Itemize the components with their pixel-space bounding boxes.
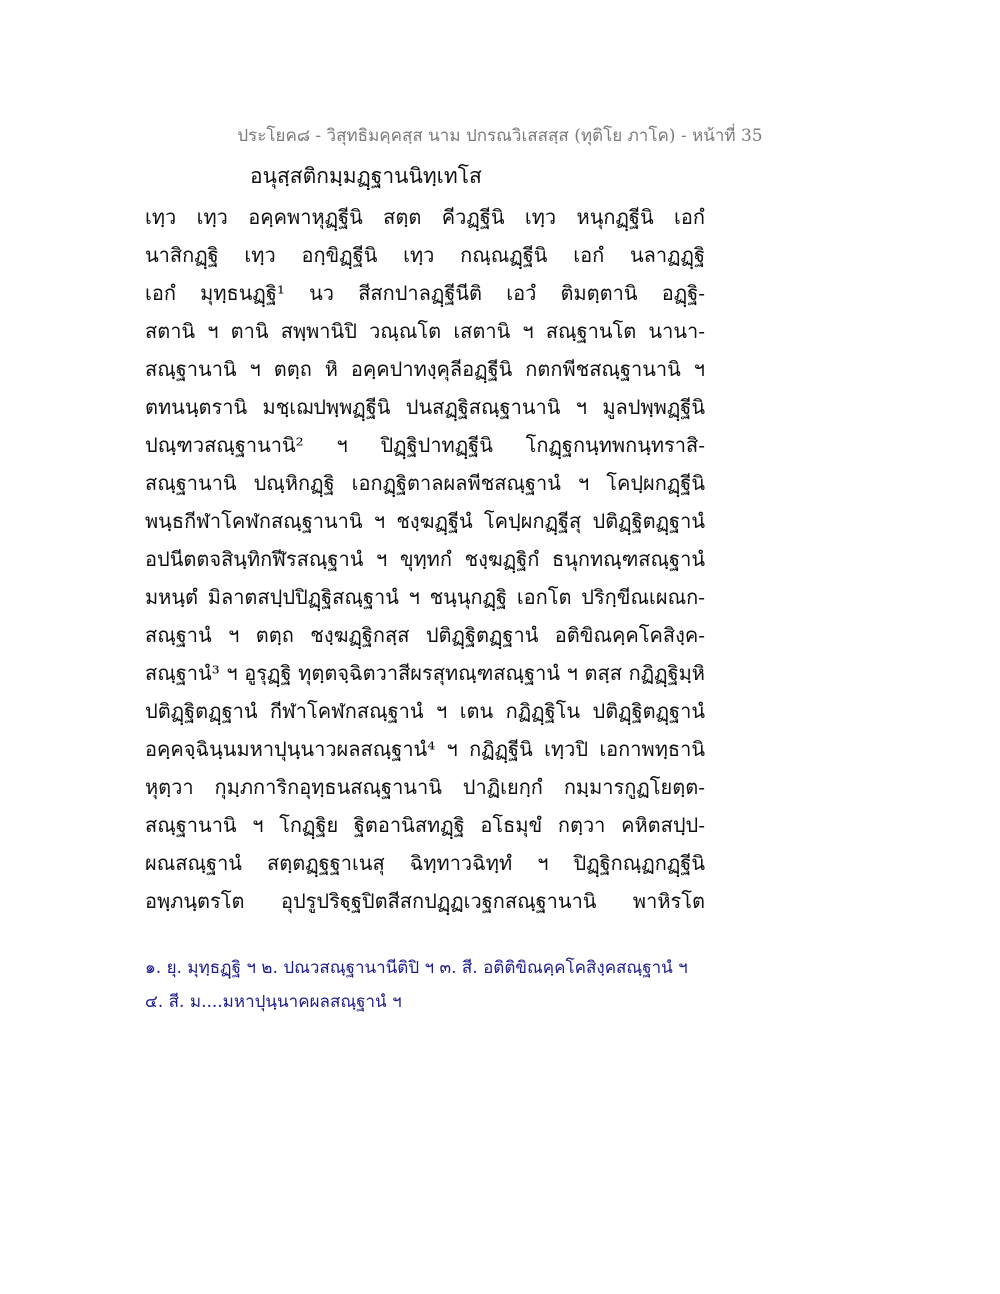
body-line: สณฺฐานานิ ฯ ตตฺถ หิ อคฺคปาทงฺคุลีอฏฺฐีนิ กตกพีชสณฺฐานานิ ฯ <box>145 357 705 381</box>
body-line: ปณฺฑวสณฺฐานานิ² ฯ ปิฏฺฐิปาทฏฺฐีนิ โกฏฺฐกนฺทพกนฺทราสิ- <box>145 433 705 457</box>
body-line: เอกํ มุทฺธนฏฺฐิ¹ นว สีสกปาลฏฺฐีนีติ เอวํ ติมตฺตานิ อฏฺฐิ- <box>145 281 705 305</box>
body-line: มหนฺตํ มิลาตสปฺปปิฏฺฐิสณฺฐานํ ฯ ชนฺนุกฏฺฐิ เอกโต ปริกฺขีณเผณก- <box>145 585 705 609</box>
body-line: สณฺฐานํ³ ฯ อูรุฏฺฐิ ทุตฺตจฺฉิตวาสีผรสุทณฺฑสณฺฐานํ ฯ ตสฺส กฏิฏฺฐิมฺหิ <box>145 661 705 685</box>
body-line: อคฺคจฺฉินฺนมหาปุนฺนาวผลสณฺฐานํ⁴ ฯ กฏิฏฺฐีนิ เทฺวปิ เอกาพทฺธานิ <box>145 737 705 761</box>
running-header: ประโยค๘ - วิสุทธิมคฺคสฺส นาม ปกรณวิเสสสฺส (ทุติโย ภาโค) - หน้าที่ 35 <box>237 126 763 146</box>
body-line: นาสิกฏฺฐิ เทฺว อกฺขิฏฺฐีนิ เทฺว กณฺณฏฺฐีนิ เอกํ นลาฏฏฺฐิ <box>145 243 705 267</box>
section-title: อนุสฺสติกมฺมฏฺฐานนิทฺเทโส <box>250 164 482 188</box>
body-line: อปนีตตจสินฺทิกฬีรสณฺฐานํ ฯ ขุทฺทกํ ชงฺฆฏฺฐิกํ ธนุกทณฺฑสณฺฐานํ <box>145 547 705 571</box>
footnote-line: ๑. ยุ. มุทฺธฏฺฐิ ฯ ๒. ปณวสณฺฐานานีติปิ ฯ ๓. สี. อติติขิณคฺคโคสิงฺคสณฺฐานํ ฯ <box>145 958 688 978</box>
body-line: สณฺฐานํ ฯ ตตฺถ ชงฺฆฏฺฐิกสฺส ปติฏฺฐิตฏฺฐานํ อติขิณคฺคโคสิงฺค- <box>145 623 705 647</box>
body-line: ผณสณฺฐานํ สตฺตฏฺฐฐาเนสุ ฉิทฺทาวฉิทฺทํ ฯ ปิฏฺฐิกณฺฏกฏฺฐีนิ <box>145 851 705 875</box>
body-line: ปติฏฺฐิตฏฺฐานํ กีฬาโคฬกสณฺฐานํ ฯ เตน กฏิฏฺฐิโน ปติฏฺฐิตฏฺฐานํ <box>145 699 705 723</box>
body-line: พนฺธกีฬาโคฬกสณฺฐานานิ ฯ ชงฺฆฏฺฐีนํ โคปฺผกฏฺฐีสุ ปติฏฺฐิตฏฺฐานํ <box>145 509 705 533</box>
footnotes <box>145 951 705 1019</box>
body-line: เทฺว เทฺว อคฺคพาหุฏฺฐีนิ สตฺต คีวฏฺฐีนิ เทฺว หนุกฏฺฐีนิ เอกํ <box>145 205 705 229</box>
body-line: สตานิ ฯ ตานิ สพฺพานิปิ วณฺณโต เสตานิ ฯ สณฺฐานโต นานา- <box>145 319 705 343</box>
body-text <box>145 198 705 920</box>
body-line: ตทนนฺตรานิ มชฺเฌปพฺพฏฺฐีนิ ปนสฏฺฐิสณฺฐานานิ ฯ มูลปพฺพฏฺฐีนิ <box>145 395 705 419</box>
body-line: อพฺภนฺตรโต อุปรูปริฐฺฐปิตสีสกปฏฺฏเวฐกสณฺฐานานิ พาหิรโต <box>145 889 705 913</box>
body-line: หุตฺวา กุมฺภการิกอุทฺธนสณฺฐานานิ ปาฏิเยกฺกํ กมฺมารกูฏโยตฺต- <box>145 775 705 799</box>
body-line: สณฺฐานานิ ปณฺหิกฏฺฐิ เอกฏฺฐิตาลผลพีชสณฺฐานํ ฯ โคปฺผกฏฺฐีนิ <box>145 471 705 495</box>
footnote-line: ๔. สี. ม....มหาปุนฺนาคผลสณฺฐานํ ฯ <box>145 992 402 1012</box>
body-line: สณฺฐานานิ ฯ โกฏฺฐิย ฐิตอานิสทฏฺฐิ อโธมุขํ กตฺวา คหิตสปฺป- <box>145 813 705 837</box>
